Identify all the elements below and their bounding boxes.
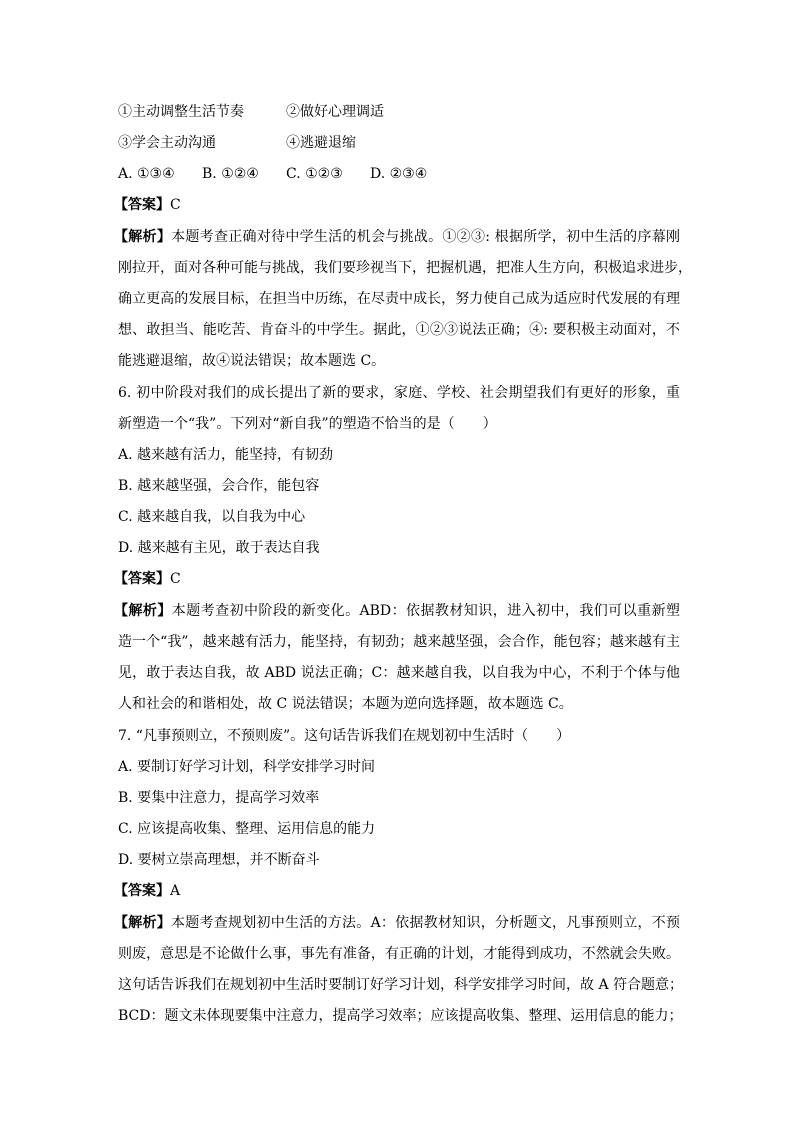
q5-analysis-label: 【解析】 (114, 229, 172, 245)
q7-analysis-line-2: 则废，意思是不论做什么事，事先有准备，有正确的计划，才能得到成功，不然就会失败。 (118, 946, 680, 962)
q5-choice-b: B. ①②④ (202, 166, 259, 182)
q6-stem-line-1: 6. 初中阶段对我们的成长提出了新的要求，家庭、学校、社会期望我们有更好的形象，重 (118, 385, 680, 401)
q5-choices (118, 164, 427, 184)
q5-answer (114, 195, 181, 215)
q5-analysis-line-5: 能逃避退缩，故④说法错误；故本题选 C。 (118, 353, 386, 369)
q5-choice-c: C. ①②③ (286, 166, 343, 182)
q6-option-b: B. 越来越坚强，会合作，能包容 (118, 478, 320, 494)
q5-answer-label: 【答案】 (114, 197, 170, 213)
q7-analysis-label: 【解析】 (114, 915, 172, 931)
q6-option-d: D. 越来越有主见，敢于表达自我 (118, 540, 320, 556)
q7-option-a: A. 要制订好学习计划，科学安排学习时间 (118, 759, 376, 775)
q5-analysis-line-4: 想、敢担当、能吃苦、肯奋斗的中学生。据此，①②③说法正确；④: 要积极主动面对，不 (118, 322, 680, 338)
q5-options-row-2 (118, 133, 356, 153)
q7-option-c: C. 应该提高收集、整理、运用信息的能力 (118, 821, 376, 837)
q7-answer-label: 【答案】 (114, 883, 170, 899)
q7-stem: 7. “凡事预则立，不预则废”。这句话告诉我们在规划初中生活时（ ） (118, 728, 571, 744)
q7-analysis-line-1: 【解析】本题考查规划初中生活的方法。A：依据教材知识，分析题文，凡事预则立，不预 (114, 915, 681, 931)
q5-analysis-line-2: 刚拉开，面对各种可能与挑战，我们要珍视当下，把握机遇，把准人生方向，积极追求进步， (118, 260, 692, 276)
q6-answer-label: 【答案】 (114, 571, 170, 587)
q6-analysis-line-3: 见，敢于表达自我，故 ABD 说法正确；C：越来越自我，以自我为中心，不利于个体与他 (118, 665, 680, 681)
q5-options-row-1 (118, 102, 384, 122)
q7-answer (114, 881, 180, 901)
q6-answer (114, 569, 181, 589)
q7-option-d: D. 要树立崇高理想，并不断奋斗 (118, 852, 320, 868)
q5-option-3: ③学会主动沟通 (118, 135, 216, 151)
q6-option-c: C. 越来越自我，以自我为中心 (118, 509, 306, 525)
q6-analysis-line-2: 造一个“我”，越来越有活力，能坚持，有韧劲；越来越坚强，会合作，能包容；越来越有主 (118, 634, 680, 650)
q5-option-2: ②做好心理调适 (286, 104, 384, 120)
q6-analysis-label: 【解析】 (114, 603, 172, 619)
q7-answer-value: A (170, 883, 181, 899)
q6-stem-line-2: 新塑造一个“我”。下列对“新自我”的塑造不恰当的是（ ） (118, 416, 497, 432)
q5-answer-value: C (170, 197, 181, 213)
q5-analysis-line-3: 确立更高的发展目标，在担当中历练，在尽责中成长，努力使自己成为适应时代发展的有理 (118, 291, 680, 307)
q7-option-b: B. 要集中注意力，提高学习效率 (118, 790, 320, 806)
q5-option-1: ①主动调整生活节奏 (118, 104, 244, 120)
q5-choice-a: A. ①③④ (118, 166, 175, 182)
q6-analysis-line-1: 【解析】本题考查初中阶段的新变化。ABD：依据教材知识，进入初中，我们可以重新塑 (114, 603, 681, 619)
q6-answer-value: C (170, 571, 181, 587)
q7-analysis-line-4: BCD：题文未体现要集中注意力，提高学习效率；应该提高收集、整理、运用信息的能力； (118, 1008, 683, 1024)
q6-option-a: A. 越来越有活力，能坚持，有韧劲 (118, 447, 334, 463)
q5-analysis-line-1: 【解析】本题考查正确对待中学生活的机会与挑战。①②③: 根据所学，初中生活的序幕刚 (114, 229, 681, 245)
q7-analysis-line-3: 这句话告诉我们在规划初中生活时要制订好学习计划，科学安排学习时间，故 A 符合题意； (118, 977, 684, 993)
q6-analysis-line-4: 人和社会的和谐相处，故 C 说法错误；本题为逆向选择题，故本题选 C。 (118, 696, 573, 712)
q5-choice-d: D. ②③④ (370, 166, 428, 182)
q5-option-4: ④逃避退缩 (286, 135, 356, 151)
